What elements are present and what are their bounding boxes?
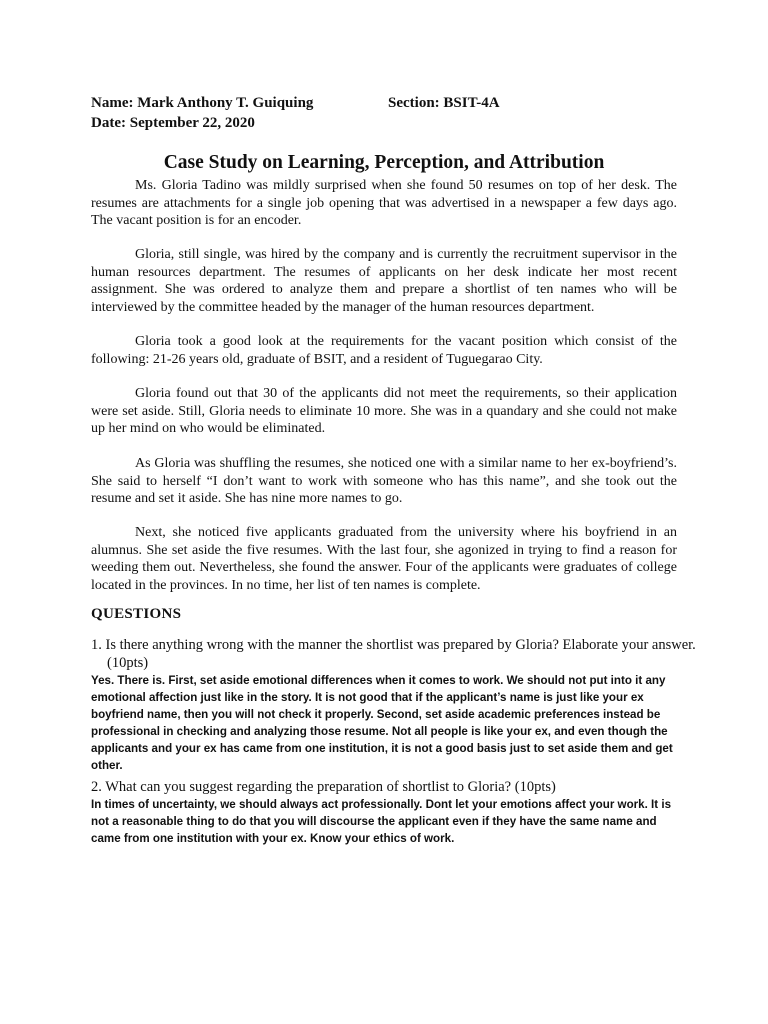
- student-section: Section: BSIT-4A: [388, 95, 500, 111]
- questions-heading: QUESTIONS: [91, 606, 182, 622]
- case-paragraph-4: Gloria found out that 30 of the applicants did not meet the requirements, so their application were set aside. Still, Gloria needs to eliminate 10 more. She was in a quandary and she could not make up her mind on who would be eliminated.: [91, 386, 677, 436]
- question-1: 1. Is there anything wrong with the manner the shortlist was prepared by Gloria? Elaborate your answer. (10pts): [91, 637, 696, 671]
- document-title: Case Study on Learning, Perception, and Attribution: [163, 152, 605, 173]
- answer-1: Yes. There is. First, set aside emotional differences when it comes to work. We should not put into it any emotional affection just like in the story. It is not good that if the applicant’s name is just like your ex boyfriend name, then you will not check it properly. Second, set aside academic preferences instead be professional in checking and analyzing those resume. Not all people is like your ex, and even though the applicants and your ex has came from one institution, it is not a good basis just to set aside them and get other.: [91, 674, 673, 772]
- case-paragraph-2: Gloria, still single, was hired by the company and is currently the recruitment supervisor in the human resources department. The resumes of applicants on her desk indicate her most recent assignment. She was ordered to analyze them and prepare a shortlist of ten names who will be interviewed by the committee headed by the manager of the human resources department.: [91, 247, 677, 315]
- case-paragraph-5: As Gloria was shuffling the resumes, she noticed one with a similar name to her ex-boyfriend’s. She said to herself “I don’t want to work with someone who has this name”, and she took out the resume and set it aside. She has nine more names to go.: [91, 456, 677, 506]
- student-name: Name: Mark Anthony T. Guiquing: [91, 95, 314, 111]
- submission-date: Date: September 22, 2020: [91, 115, 255, 131]
- answer-2: In times of uncertainty, we should always act professionally. Dont let your emotions affect your work. It is not a reasonable thing to do that you will discourse the applicant even if they have the same name and came from one institution with your ex. Know your ethics of work.: [91, 798, 672, 845]
- case-paragraph-3: Gloria took a good look at the requirements for the vacant position which consist of the following: 21-26 years old, graduate of BSIT, and a resident of Tuguegarao City.: [91, 334, 677, 367]
- case-paragraph-1: Ms. Gloria Tadino was mildly surprised when she found 50 resumes on top of her desk. The resumes are attachments for a single job opening that was advertised in a newspaper a few days ago. The vacant position is for an encoder.: [91, 178, 677, 228]
- question-2: 2. What can you suggest regarding the preparation of shortlist to Gloria? (10pts): [91, 779, 556, 795]
- case-paragraph-6: Next, she noticed five applicants graduated from the university where his boyfriend in an alumnus. She set aside the five resumes. With the last four, she agonized in trying to find a reason for weeding them out. Nevertheless, she found the answer. Four of the applicants were graduates of college located in the provinces. In no time, her list of ten names is complete.: [91, 525, 677, 593]
